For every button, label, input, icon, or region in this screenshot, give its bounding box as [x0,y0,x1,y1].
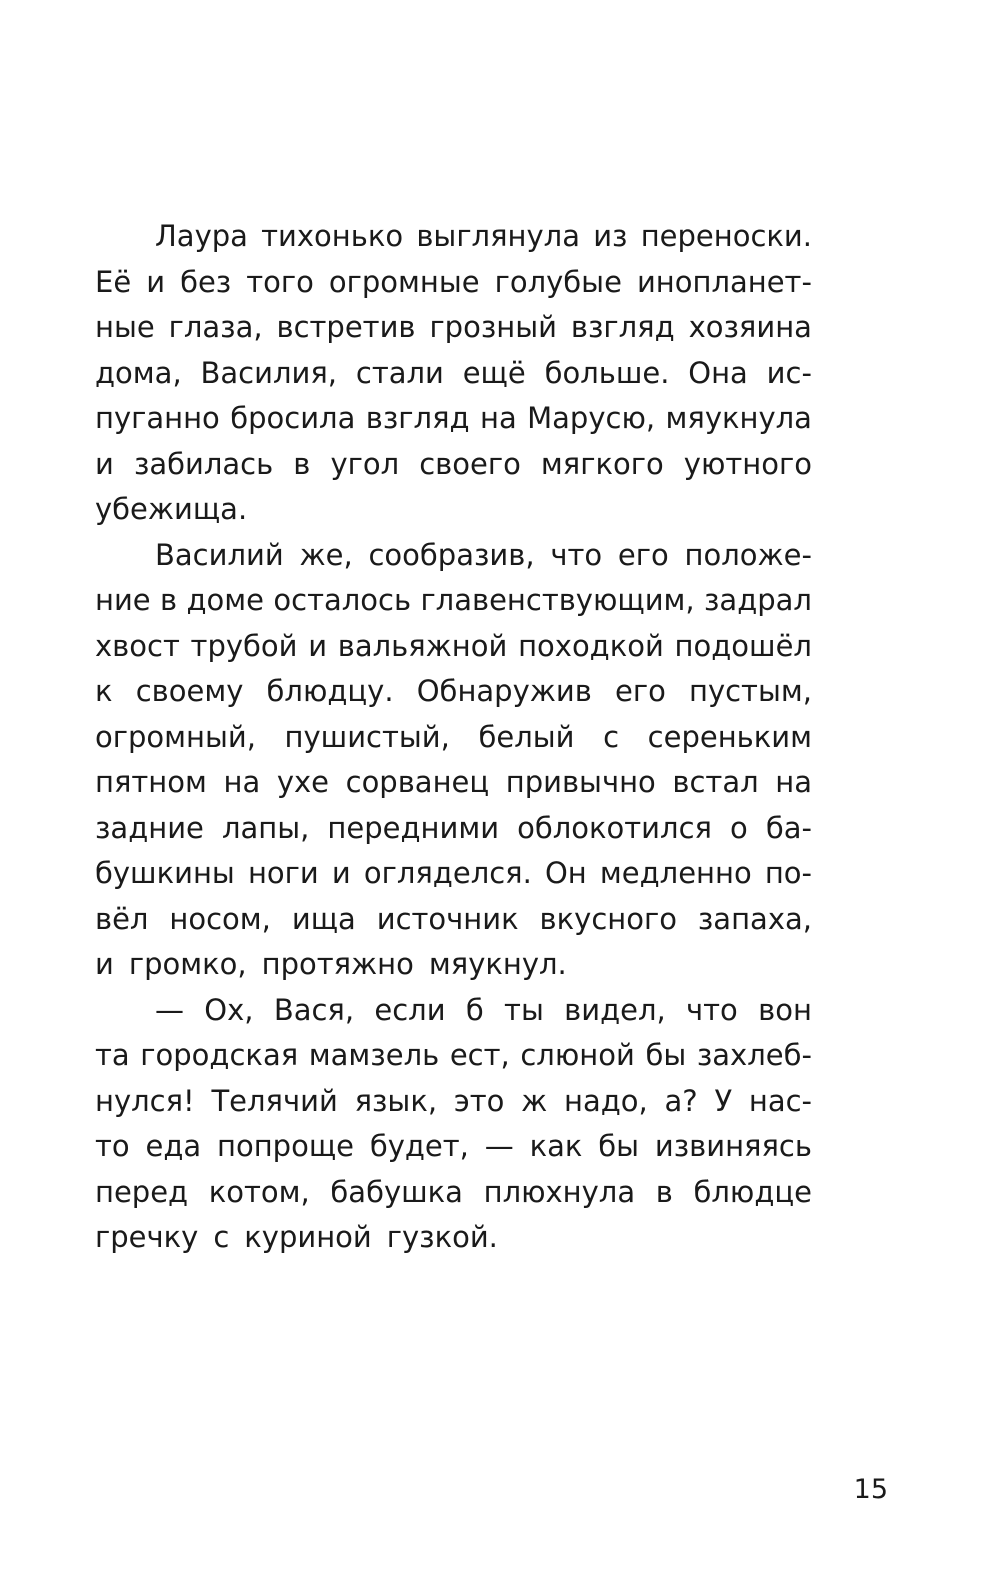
word: в [655,1174,673,1209]
word: Ох, [204,992,254,1027]
word: нас- [748,1083,812,1118]
word: ные [95,310,155,344]
word: же, [299,537,353,572]
word: огромный, [95,719,256,754]
word: инопланет- [636,264,812,299]
word: ноги [247,856,319,890]
text-line [95,988,812,1034]
word: с [603,719,620,754]
word: как [529,1129,583,1163]
paragraph [95,533,812,988]
word: ба- [765,810,812,845]
word: взгляд [365,401,470,435]
word: пустым, [688,674,812,708]
word: Её [95,264,132,299]
text-line [95,1033,812,1079]
word: плюхнула [483,1174,636,1209]
word: к [95,674,113,708]
word: угол [330,446,400,481]
word: на [775,765,812,799]
word: Лаура [155,219,248,253]
word: ещё [462,355,526,390]
word: видел, [564,992,666,1027]
word: походкой [518,628,664,663]
word: хвост [95,628,180,663]
word: попроще [217,1129,354,1163]
word: хозяина [688,310,812,344]
word: грозный [429,310,557,344]
text-line [95,578,812,624]
word: еда [145,1129,202,1163]
word: слюной [520,1038,635,1072]
word: котом, [208,1174,310,1209]
word: Телячий [211,1083,338,1118]
word: сорванец [345,765,490,799]
word: подошёл [674,628,812,663]
word: запаха, [697,901,812,936]
word: бабушка [330,1174,463,1209]
word: — [484,1129,514,1163]
word: встал [672,765,759,799]
text-line [95,760,812,806]
text-line [95,715,812,761]
word: передними [327,810,500,845]
word: в [160,583,178,617]
word: на [479,401,517,435]
word: Она [688,355,748,390]
text-line [95,214,812,260]
word: голубые [494,264,622,299]
text-line [95,1215,812,1261]
word: в [293,446,311,481]
word: громко, [128,947,247,981]
word: задрал [704,583,812,617]
word: доме [186,583,265,617]
word: о [730,810,748,845]
word: куриной [244,1220,372,1254]
word: по- [764,856,812,890]
word: вальяжной [337,628,508,663]
text-line [95,624,812,670]
word: Вася, [273,992,355,1027]
word: бросила [230,401,356,435]
word: источник [376,901,519,936]
text-line [95,533,812,579]
text-line [95,851,812,897]
word: положе- [684,537,812,572]
word: сообразив, [368,537,535,572]
word: и [146,264,166,299]
word: если [374,992,446,1027]
text-line [95,1170,812,1216]
word: бушкины [95,856,235,890]
word: пятном [95,765,207,799]
word: вон [758,992,812,1027]
word: бы [645,1038,687,1072]
word: мяукнула [665,401,812,435]
word: Он [544,856,587,890]
text-line [95,897,812,943]
word: пуганно [95,401,220,435]
word: перед [95,1174,189,1209]
word: б [465,992,484,1027]
word: вёл [95,901,149,936]
word: и [331,856,351,890]
word: нулся! [95,1083,195,1118]
word: огромные [328,264,480,299]
word: ест, [449,1038,510,1072]
word: блюдцу. [266,674,394,708]
word: что [686,992,738,1027]
word: протяжно [261,947,414,981]
text-line [95,351,812,397]
text-line [95,1124,812,1170]
word: ты [504,992,544,1027]
word: блюдце [693,1174,812,1209]
word: захлеб- [696,1038,812,1072]
word: ища [291,901,356,936]
word: вкусного [539,901,677,936]
paragraph [95,988,812,1261]
word: гузкой. [386,1220,498,1254]
word: забилась [133,446,274,481]
word: надо, [564,1083,648,1118]
word: извиняясь [654,1129,812,1163]
word: из [593,219,628,253]
text-line [95,669,812,715]
word: стали [355,355,444,390]
word: глаза, [168,310,263,344]
word: мяукнул. [428,947,567,981]
text-line [95,442,812,488]
word: лапы, [221,810,310,845]
text-line [95,806,812,852]
word: Василий [155,537,284,572]
text-line [95,260,812,306]
word: трубой [190,628,298,663]
body-text [95,214,812,1261]
word: ис- [766,355,812,390]
word: то [95,1129,130,1163]
paragraph [95,214,812,533]
word: мамзель [308,1038,440,1072]
text-line [95,396,812,442]
word: осталось [273,583,412,617]
word: без [180,264,232,299]
word: уютного [683,446,812,481]
page-number: 15 [853,1474,888,1505]
word: его [614,674,666,708]
word: а? [664,1083,698,1118]
word: будет, [369,1129,469,1163]
word: его [617,537,669,572]
word: бы [598,1129,640,1163]
word: — [155,992,184,1027]
word: ж [521,1083,548,1118]
text-line [95,305,812,351]
word: с [213,1220,230,1254]
word: гречку [95,1220,199,1254]
word: и [95,446,114,481]
word: убежища. [95,492,248,526]
word: Василия, [200,355,338,390]
word: белый [478,719,575,754]
word: что [550,537,603,572]
word: язык, [354,1083,438,1118]
word: и [308,628,328,663]
word: больше. [544,355,670,390]
word: переноски. [640,219,812,253]
text-line [95,942,812,988]
word: ние [95,583,151,617]
word: огляделся. [363,856,532,890]
word: встретив [276,310,416,344]
word: медленно [599,856,752,890]
word: на [223,765,261,799]
text-line [95,1079,812,1125]
word: своему [135,674,244,708]
word: пушистый, [284,719,450,754]
word: ухе [276,765,330,799]
word: городская [140,1038,299,1072]
word: сереньким [647,719,812,754]
word: привычно [505,765,656,799]
word: носом, [169,901,271,936]
word: и [95,947,114,981]
word: дома, [95,355,182,390]
word: та [95,1038,130,1072]
word: главенствующим, [420,583,695,617]
word: это [453,1083,505,1118]
word: своего [419,446,521,481]
word: Обнаружив [416,674,592,708]
word: Марусю, [527,401,656,435]
word: мягкого [540,446,664,481]
word: взгляд [570,310,675,344]
word: выглянула [416,219,580,253]
word: задние [95,810,204,845]
word: У [714,1083,733,1118]
word: тихонько [261,219,404,253]
word: того [246,264,314,299]
text-line [95,487,812,533]
word: облокотился [517,810,712,845]
